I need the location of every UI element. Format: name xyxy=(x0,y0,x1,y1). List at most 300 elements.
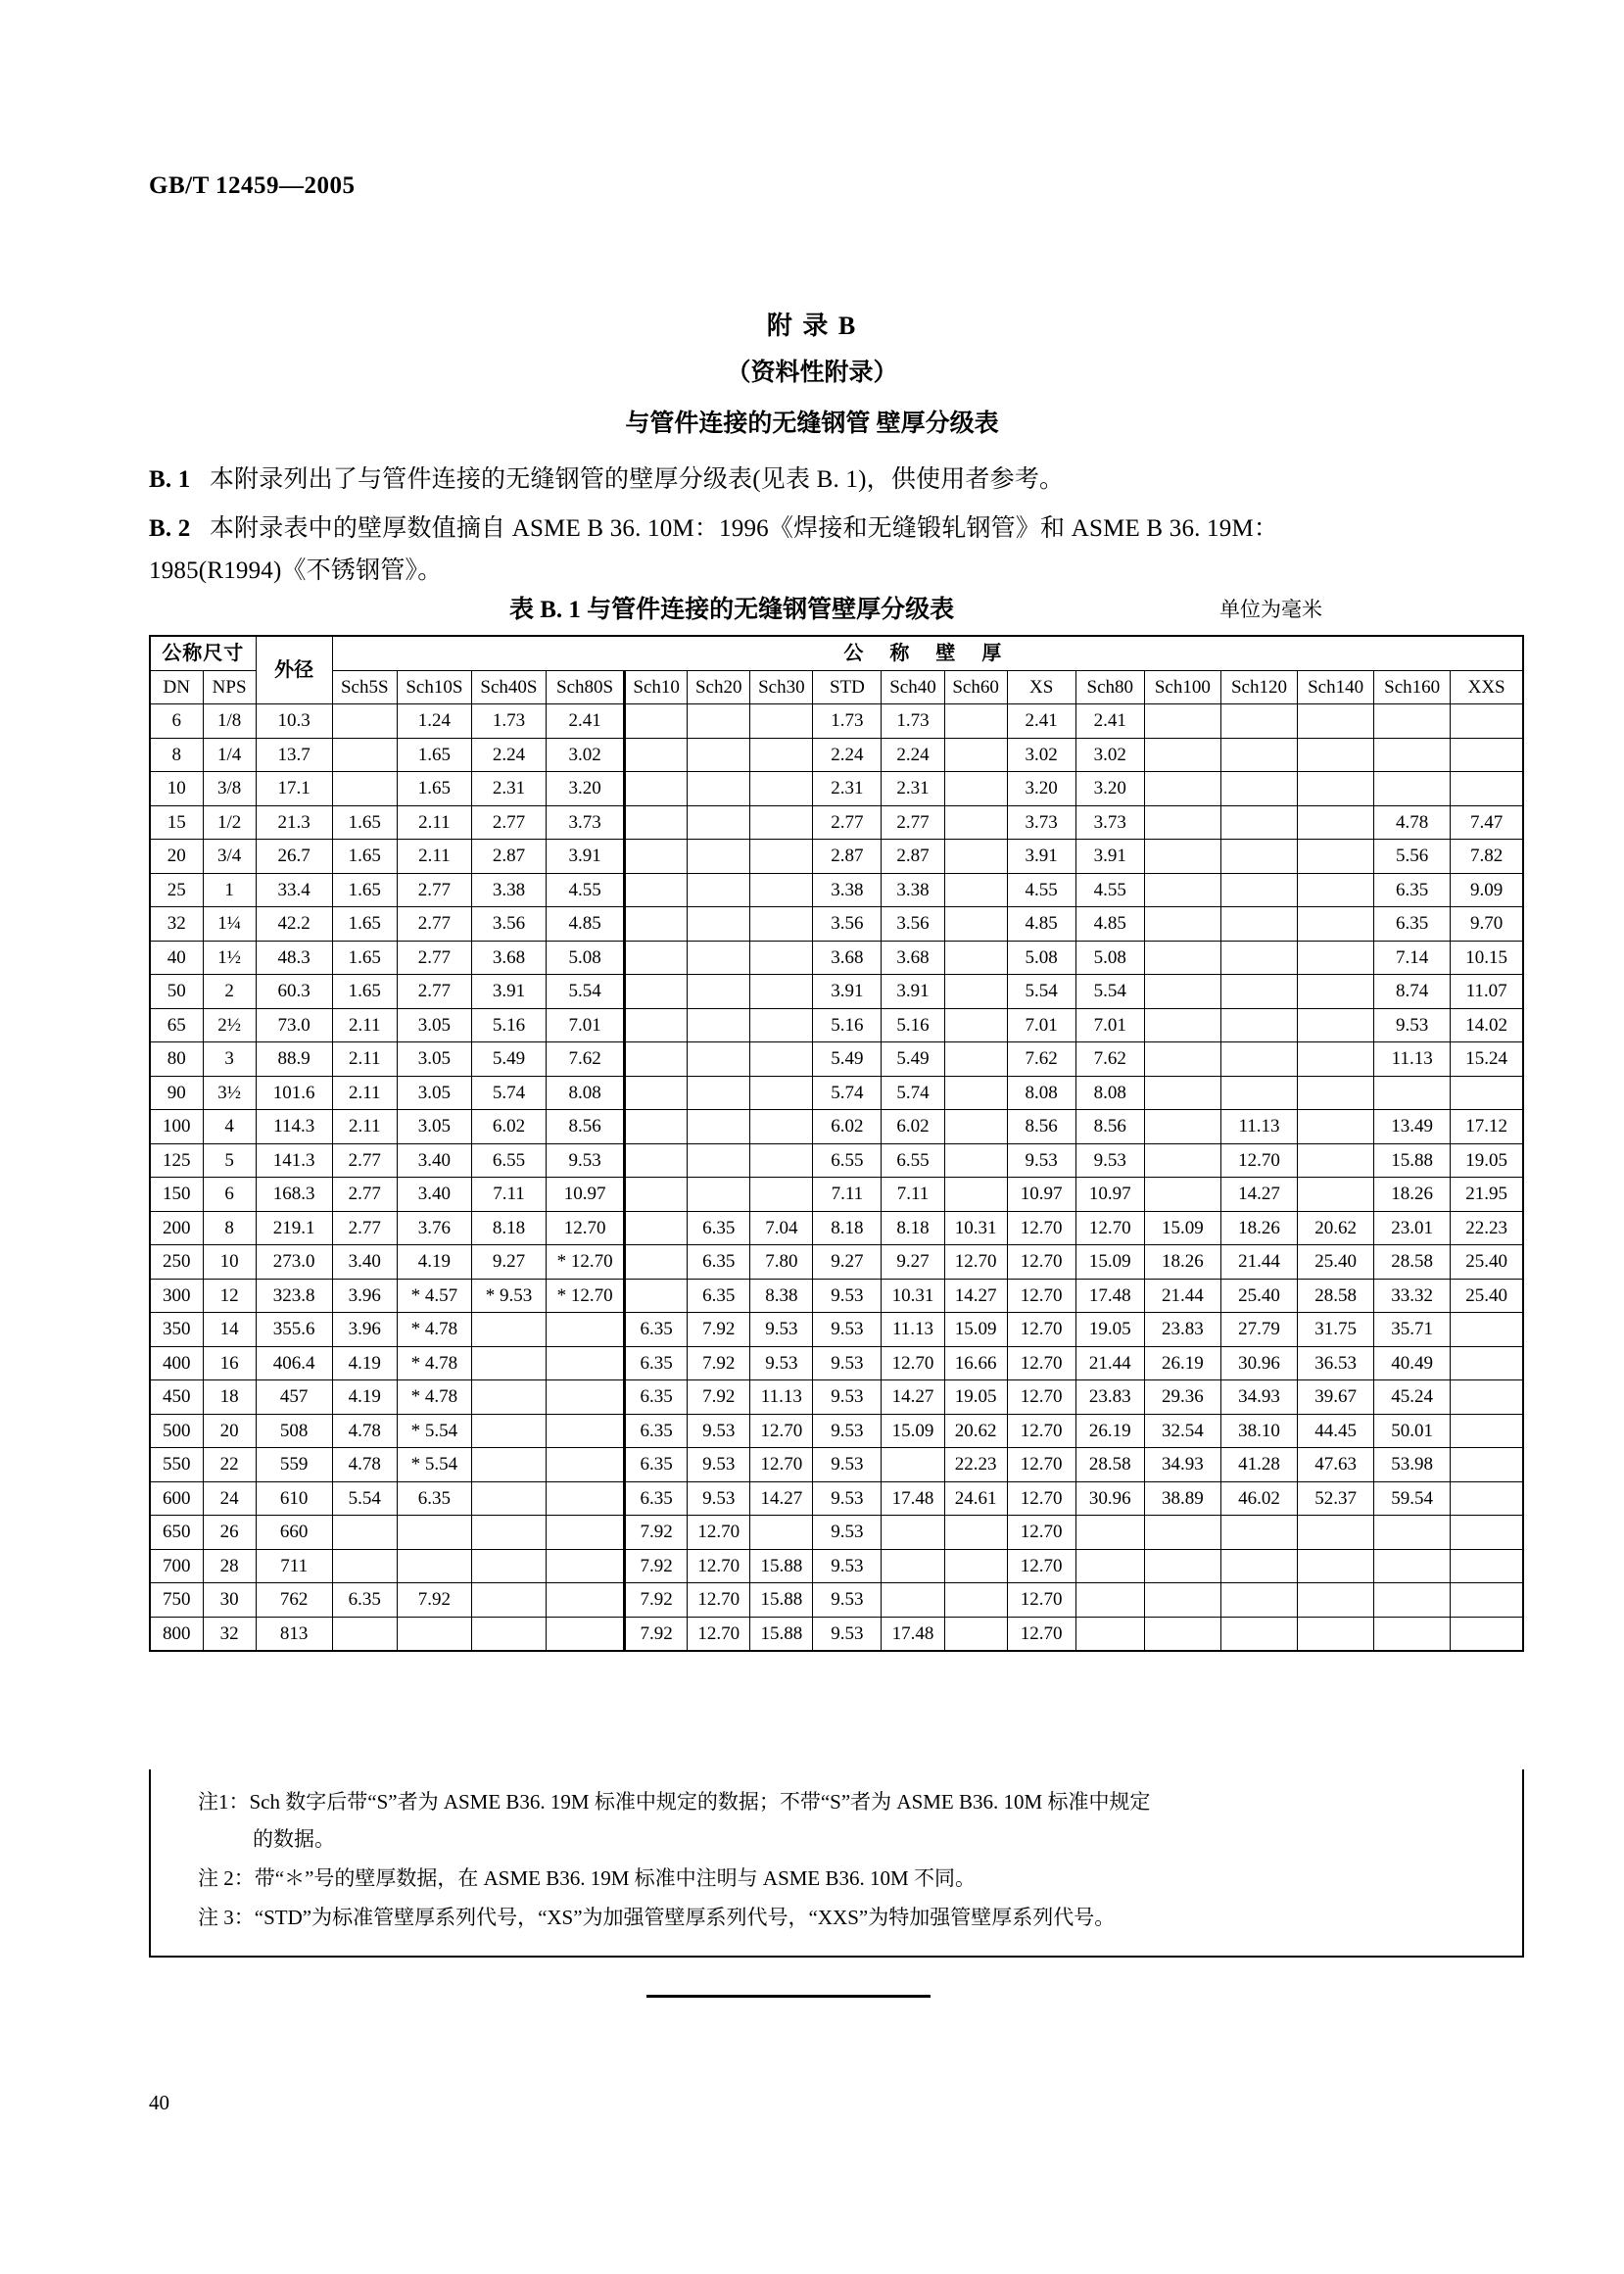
cell-sch40s xyxy=(471,1549,546,1583)
cell-sch140: 25.40 xyxy=(1298,1245,1374,1280)
table-row xyxy=(150,1110,1523,1144)
table-header xyxy=(150,636,1523,704)
table-row xyxy=(150,704,1523,739)
cell-sch20 xyxy=(688,1008,750,1042)
cell-sch20: 12.70 xyxy=(688,1617,750,1651)
cell-sch20: 12.70 xyxy=(688,1549,750,1583)
cell-dn: 100 xyxy=(150,1110,203,1144)
cell-sch40s: 5.16 xyxy=(471,1008,546,1042)
cell-sch30: 12.70 xyxy=(750,1414,813,1448)
cell-sch60: 22.23 xyxy=(944,1448,1007,1482)
cell-od: 813 xyxy=(256,1617,332,1651)
cell-od: 660 xyxy=(256,1516,332,1550)
cell-sch40 xyxy=(882,1549,944,1583)
cell-sch140 xyxy=(1298,1143,1374,1178)
table-note-label: 注1： xyxy=(198,1790,250,1814)
cell-nps: 3/4 xyxy=(203,840,256,874)
cell-sch30 xyxy=(750,1042,813,1077)
table-row xyxy=(150,840,1523,874)
table-note-text: Sch 数字后带“S”者为 ASME B36. 19M 标准中规定的数据；不带“S”者为 ASME B36. 10M 标准中规定 xyxy=(249,1790,1151,1814)
cell-sch30 xyxy=(750,840,813,874)
cell-dn: 450 xyxy=(150,1380,203,1415)
cell-sch100 xyxy=(1144,1617,1220,1651)
cell-sch140: 47.63 xyxy=(1298,1448,1374,1482)
cell-std: 9.53 xyxy=(813,1346,882,1380)
cell-sch40: 5.16 xyxy=(882,1008,944,1042)
cell-sch160: 45.24 xyxy=(1374,1380,1451,1415)
cell-sch10s: 3.40 xyxy=(397,1178,471,1212)
cell-sch80s: * 12.70 xyxy=(547,1279,625,1313)
cell-xs: 7.01 xyxy=(1007,1008,1075,1042)
cell-sch5s: 1.65 xyxy=(332,907,397,942)
cell-sch40: 5.74 xyxy=(882,1076,944,1110)
cell-std: 8.18 xyxy=(813,1211,882,1245)
cell-sch40s: 2.24 xyxy=(471,738,546,772)
cell-sch5s xyxy=(332,738,397,772)
cell-sch10 xyxy=(625,1008,688,1042)
cell-sch60: 16.66 xyxy=(944,1346,1007,1380)
annex-subtitle: （资料性附录） xyxy=(726,360,898,386)
cell-sch160: 13.49 xyxy=(1374,1110,1451,1144)
cell-sch20 xyxy=(688,840,750,874)
table-note xyxy=(198,1860,1495,1897)
cell-sch10s: * 4.78 xyxy=(397,1346,471,1380)
cell-nps: 12 xyxy=(203,1279,256,1313)
cell-nps: 30 xyxy=(203,1583,256,1618)
table-notes xyxy=(149,1769,1524,1958)
cell-xxs: 14.02 xyxy=(1451,1008,1523,1042)
cell-sch40s: 2.87 xyxy=(471,840,546,874)
cell-sch40 xyxy=(882,1516,944,1550)
cell-xs: 12.70 xyxy=(1007,1313,1075,1347)
cell-std: 1.73 xyxy=(813,704,882,739)
cell-std: 5.74 xyxy=(813,1076,882,1110)
cell-sch80s xyxy=(547,1549,625,1583)
cell-sch160: 23.01 xyxy=(1374,1211,1451,1245)
page-number: 40 xyxy=(149,2091,169,2114)
cell-sch80: 3.91 xyxy=(1075,840,1144,874)
cell-sch160: 6.35 xyxy=(1374,873,1451,907)
spec-table-wrapper xyxy=(149,635,1524,1652)
cell-sch140: 28.58 xyxy=(1298,1279,1374,1313)
cell-sch20: 9.53 xyxy=(688,1481,750,1516)
cell-od: 60.3 xyxy=(256,975,332,1009)
cell-sch40: 2.24 xyxy=(882,738,944,772)
cell-xxs xyxy=(1451,1549,1523,1583)
cell-sch40: 6.02 xyxy=(882,1110,944,1144)
cell-nps: 3 xyxy=(203,1042,256,1077)
cell-sch30 xyxy=(750,805,813,840)
cell-sch10s: 3.05 xyxy=(397,1076,471,1110)
cell-od: 168.3 xyxy=(256,1178,332,1212)
header-col-sch60: Sch60 xyxy=(944,670,1007,704)
cell-xs: 3.02 xyxy=(1007,738,1075,772)
cell-sch120 xyxy=(1220,1549,1297,1583)
cell-sch40: 14.27 xyxy=(882,1380,944,1415)
cell-std: 9.53 xyxy=(813,1414,882,1448)
cell-sch100 xyxy=(1144,1042,1220,1077)
cell-sch20 xyxy=(688,941,750,975)
table-row xyxy=(150,1549,1523,1583)
table-note-label: 注 3： xyxy=(198,1906,255,1929)
cell-od: 711 xyxy=(256,1549,332,1583)
cell-sch10: 7.92 xyxy=(625,1549,688,1583)
cell-sch100: 21.44 xyxy=(1144,1279,1220,1313)
cell-sch100 xyxy=(1144,840,1220,874)
table-row xyxy=(150,873,1523,907)
cell-sch10s: 7.92 xyxy=(397,1583,471,1618)
cell-sch5s: 1.65 xyxy=(332,975,397,1009)
cell-sch100: 18.26 xyxy=(1144,1245,1220,1280)
cell-sch30 xyxy=(750,738,813,772)
cell-sch100 xyxy=(1144,805,1220,840)
cell-sch100 xyxy=(1144,1549,1220,1583)
paragraph-b2-number: B. 2 xyxy=(149,515,191,542)
cell-sch60 xyxy=(944,1549,1007,1583)
cell-sch140: 44.45 xyxy=(1298,1414,1374,1448)
cell-sch20: 7.92 xyxy=(688,1380,750,1415)
cell-sch10s: 3.05 xyxy=(397,1110,471,1144)
cell-sch140 xyxy=(1298,1042,1374,1077)
cell-sch120 xyxy=(1220,1617,1297,1651)
cell-xxs xyxy=(1451,1380,1523,1415)
cell-sch80: 2.41 xyxy=(1075,704,1144,739)
cell-sch10s: 3.76 xyxy=(397,1211,471,1245)
cell-xs: 12.70 xyxy=(1007,1516,1075,1550)
cell-xs: 2.41 xyxy=(1007,704,1075,739)
cell-od: 273.0 xyxy=(256,1245,332,1280)
cell-sch80: 12.70 xyxy=(1075,1211,1144,1245)
header-col-xs: XS xyxy=(1007,670,1075,704)
cell-sch60 xyxy=(944,1042,1007,1077)
cell-sch40: 17.48 xyxy=(882,1481,944,1516)
cell-sch160: 53.98 xyxy=(1374,1448,1451,1482)
cell-sch160: 50.01 xyxy=(1374,1414,1451,1448)
cell-sch30 xyxy=(750,1516,813,1550)
cell-sch120: 41.28 xyxy=(1220,1448,1297,1482)
cell-sch60 xyxy=(944,1008,1007,1042)
cell-sch10 xyxy=(625,840,688,874)
cell-std: 2.31 xyxy=(813,772,882,806)
cell-nps: 2 xyxy=(203,975,256,1009)
cell-sch10: 6.35 xyxy=(625,1313,688,1347)
cell-sch80s: 3.02 xyxy=(547,738,625,772)
table-row xyxy=(150,1346,1523,1380)
cell-sch10s xyxy=(397,1516,471,1550)
cell-sch30: 9.53 xyxy=(750,1346,813,1380)
cell-xs: 12.70 xyxy=(1007,1380,1075,1415)
cell-od: 457 xyxy=(256,1380,332,1415)
cell-dn: 90 xyxy=(150,1076,203,1110)
cell-sch40: 2.31 xyxy=(882,772,944,806)
table-row xyxy=(150,772,1523,806)
cell-sch80: 3.20 xyxy=(1075,772,1144,806)
cell-sch160: 28.58 xyxy=(1374,1245,1451,1280)
cell-dn: 200 xyxy=(150,1211,203,1245)
cell-sch80s: 9.53 xyxy=(547,1143,625,1178)
table-row xyxy=(150,975,1523,1009)
cell-sch140: 52.37 xyxy=(1298,1481,1374,1516)
cell-sch5s: 6.35 xyxy=(332,1583,397,1618)
cell-sch10s: 3.40 xyxy=(397,1143,471,1178)
cell-nps: 26 xyxy=(203,1516,256,1550)
cell-sch30: 15.88 xyxy=(750,1549,813,1583)
cell-sch30: 7.80 xyxy=(750,1245,813,1280)
cell-sch120 xyxy=(1220,738,1297,772)
cell-sch60 xyxy=(944,840,1007,874)
cell-xxs: 11.07 xyxy=(1451,975,1523,1009)
cell-sch30 xyxy=(750,704,813,739)
cell-sch80s xyxy=(547,1516,625,1550)
cell-sch60 xyxy=(944,1583,1007,1618)
cell-sch140: 36.53 xyxy=(1298,1346,1374,1380)
cell-xxs: 19.05 xyxy=(1451,1143,1523,1178)
cell-sch10 xyxy=(625,1110,688,1144)
cell-nps: 1¼ xyxy=(203,907,256,942)
cell-sch120: 21.44 xyxy=(1220,1245,1297,1280)
cell-od: 13.7 xyxy=(256,738,332,772)
cell-sch5s: 1.65 xyxy=(332,941,397,975)
cell-sch80: 30.96 xyxy=(1075,1481,1144,1516)
cell-sch10s: 1.24 xyxy=(397,704,471,739)
cell-xxs: 21.95 xyxy=(1451,1178,1523,1212)
cell-sch100 xyxy=(1144,1178,1220,1212)
cell-sch40s xyxy=(471,1481,546,1516)
cell-std: 9.53 xyxy=(813,1448,882,1482)
cell-xxs: 10.15 xyxy=(1451,941,1523,975)
cell-nps: 20 xyxy=(203,1414,256,1448)
cell-sch30: 12.70 xyxy=(750,1448,813,1482)
cell-sch40s: 3.38 xyxy=(471,873,546,907)
table-note xyxy=(198,1899,1495,1936)
cell-sch20: 9.53 xyxy=(688,1448,750,1482)
cell-sch140 xyxy=(1298,772,1374,806)
cell-std: 6.02 xyxy=(813,1110,882,1144)
cell-sch140 xyxy=(1298,1110,1374,1144)
cell-sch60 xyxy=(944,738,1007,772)
cell-std: 9.53 xyxy=(813,1279,882,1313)
cell-sch80: 5.54 xyxy=(1075,975,1144,1009)
cell-sch10s: 4.19 xyxy=(397,1245,471,1280)
cell-sch40: 15.09 xyxy=(882,1414,944,1448)
cell-sch140 xyxy=(1298,1008,1374,1042)
cell-sch5s: 3.40 xyxy=(332,1245,397,1280)
cell-xs: 12.70 xyxy=(1007,1481,1075,1516)
cell-sch10 xyxy=(625,1178,688,1212)
table-row xyxy=(150,1143,1523,1178)
cell-dn: 50 xyxy=(150,975,203,1009)
cell-sch160: 8.74 xyxy=(1374,975,1451,1009)
cell-sch60 xyxy=(944,1516,1007,1550)
cell-std: 9.53 xyxy=(813,1549,882,1583)
cell-xxs: 25.40 xyxy=(1451,1245,1523,1280)
cell-sch60: 24.61 xyxy=(944,1481,1007,1516)
cell-sch10s: 6.35 xyxy=(397,1481,471,1516)
cell-sch80 xyxy=(1075,1583,1144,1618)
cell-sch80: 4.85 xyxy=(1075,907,1144,942)
table-row xyxy=(150,1448,1523,1482)
cell-sch160: 5.56 xyxy=(1374,840,1451,874)
cell-sch100 xyxy=(1144,873,1220,907)
table-note-text: 带“＊”号的壁厚数据，在 ASME B36. 19M 标准中注明与 ASME B36. 10M 不同。 xyxy=(254,1866,976,1890)
table-units-note: 单位为毫米 xyxy=(1219,598,1322,621)
cell-xs: 4.85 xyxy=(1007,907,1075,942)
cell-sch40: 6.55 xyxy=(882,1143,944,1178)
cell-sch80: 3.73 xyxy=(1075,805,1144,840)
cell-sch60: 15.09 xyxy=(944,1313,1007,1347)
cell-std: 7.11 xyxy=(813,1178,882,1212)
cell-sch80s: 3.20 xyxy=(547,772,625,806)
cell-sch80: 10.97 xyxy=(1075,1178,1144,1212)
cell-sch80: 3.02 xyxy=(1075,738,1144,772)
table-row xyxy=(150,805,1523,840)
cell-sch20 xyxy=(688,1143,750,1178)
cell-sch100: 23.83 xyxy=(1144,1313,1220,1347)
header-col-sch20: Sch20 xyxy=(688,670,750,704)
cell-sch20 xyxy=(688,1042,750,1077)
cell-std: 9.27 xyxy=(813,1245,882,1280)
cell-sch100: 15.09 xyxy=(1144,1211,1220,1245)
cell-dn: 550 xyxy=(150,1448,203,1482)
cell-sch80s: 12.70 xyxy=(547,1211,625,1245)
cell-sch120 xyxy=(1220,941,1297,975)
cell-xxs xyxy=(1451,1583,1523,1618)
cell-sch20 xyxy=(688,805,750,840)
cell-dn: 400 xyxy=(150,1346,203,1380)
cell-sch160 xyxy=(1374,704,1451,739)
cell-sch10: 7.92 xyxy=(625,1516,688,1550)
cell-std: 9.53 xyxy=(813,1481,882,1516)
cell-xs: 3.73 xyxy=(1007,805,1075,840)
cell-std: 3.56 xyxy=(813,907,882,942)
paragraph-b2-text: 本附录表中的壁厚数值摘自 ASME B 36. 10M：1996《焊接和无缝锻轧钢管》和 ASME B 36. 19M： xyxy=(209,515,1279,542)
cell-sch60: 20.62 xyxy=(944,1414,1007,1448)
cell-nps: 3½ xyxy=(203,1076,256,1110)
cell-dn: 150 xyxy=(150,1178,203,1212)
cell-sch40s: 1.73 xyxy=(471,704,546,739)
cell-sch80s: 4.85 xyxy=(547,907,625,942)
cell-xs: 5.54 xyxy=(1007,975,1075,1009)
cell-sch80: 15.09 xyxy=(1075,1245,1144,1280)
cell-sch120: 30.96 xyxy=(1220,1346,1297,1380)
cell-sch160: 15.88 xyxy=(1374,1143,1451,1178)
cell-sch30 xyxy=(750,1008,813,1042)
cell-xs: 12.70 xyxy=(1007,1279,1075,1313)
cell-sch40: 2.87 xyxy=(882,840,944,874)
cell-sch100 xyxy=(1144,738,1220,772)
cell-sch30: 8.38 xyxy=(750,1279,813,1313)
cell-sch160 xyxy=(1374,738,1451,772)
cell-sch140 xyxy=(1298,704,1374,739)
table-row xyxy=(150,1414,1523,1448)
cell-sch10: 6.35 xyxy=(625,1380,688,1415)
cell-sch160 xyxy=(1374,1549,1451,1583)
cell-sch80s xyxy=(547,1313,625,1347)
cell-sch10s: 2.77 xyxy=(397,975,471,1009)
cell-nps: 28 xyxy=(203,1549,256,1583)
cell-dn: 650 xyxy=(150,1516,203,1550)
cell-sch160 xyxy=(1374,1617,1451,1651)
cell-sch80: 19.05 xyxy=(1075,1313,1144,1347)
cell-sch80: 23.83 xyxy=(1075,1380,1144,1415)
cell-sch80: 5.08 xyxy=(1075,941,1144,975)
cell-sch80: 26.19 xyxy=(1075,1414,1144,1448)
cell-xxs xyxy=(1451,1481,1523,1516)
table-note-text-continued: 的数据。 xyxy=(253,1827,335,1851)
cell-sch10s: 2.77 xyxy=(397,873,471,907)
cell-sch10s: * 4.57 xyxy=(397,1279,471,1313)
cell-sch30 xyxy=(750,1178,813,1212)
cell-sch40s xyxy=(471,1380,546,1415)
cell-sch30 xyxy=(750,1076,813,1110)
cell-sch20: 7.92 xyxy=(688,1313,750,1347)
cell-sch40: 17.48 xyxy=(882,1617,944,1651)
cell-xs: 12.70 xyxy=(1007,1245,1075,1280)
cell-sch60: 12.70 xyxy=(944,1245,1007,1280)
cell-std: 3.38 xyxy=(813,873,882,907)
cell-sch5s xyxy=(332,1549,397,1583)
cell-od: 26.7 xyxy=(256,840,332,874)
header-col-sch80s: Sch80S xyxy=(547,670,625,704)
table-header-column-row xyxy=(150,670,1523,704)
cell-sch5s: 4.19 xyxy=(332,1380,397,1415)
cell-sch60: 10.31 xyxy=(944,1211,1007,1245)
cell-sch10 xyxy=(625,873,688,907)
cell-sch40s xyxy=(471,1448,546,1482)
cell-sch120: 18.26 xyxy=(1220,1211,1297,1245)
cell-sch40s: 7.11 xyxy=(471,1178,546,1212)
cell-sch40s: 6.55 xyxy=(471,1143,546,1178)
cell-xs: 12.70 xyxy=(1007,1414,1075,1448)
header-nominal-wall-thickness: 公 称 壁 厚 xyxy=(332,636,1523,670)
cell-sch140 xyxy=(1298,873,1374,907)
cell-sch20 xyxy=(688,738,750,772)
cell-sch40: 5.49 xyxy=(882,1042,944,1077)
header-col-sch40: Sch40 xyxy=(882,670,944,704)
cell-sch80: 7.01 xyxy=(1075,1008,1144,1042)
cell-xxs xyxy=(1451,1346,1523,1380)
cell-od: 141.3 xyxy=(256,1143,332,1178)
cell-sch5s xyxy=(332,772,397,806)
cell-sch10s: * 5.54 xyxy=(397,1414,471,1448)
cell-sch40s xyxy=(471,1617,546,1651)
document-standard-code: GB/T 12459—2005 xyxy=(149,172,356,199)
cell-sch100 xyxy=(1144,772,1220,806)
cell-xxs: 22.23 xyxy=(1451,1211,1523,1245)
cell-dn: 6 xyxy=(150,704,203,739)
cell-dn: 300 xyxy=(150,1279,203,1313)
table-row xyxy=(150,1516,1523,1550)
cell-sch60 xyxy=(944,873,1007,907)
header-col-sch30: Sch30 xyxy=(750,670,813,704)
cell-sch10 xyxy=(625,1279,688,1313)
cell-xxs: 17.12 xyxy=(1451,1110,1523,1144)
cell-sch140 xyxy=(1298,1549,1374,1583)
cell-sch40s: 3.68 xyxy=(471,941,546,975)
cell-sch120 xyxy=(1220,704,1297,739)
cell-sch20 xyxy=(688,873,750,907)
header-col-sch10: Sch10 xyxy=(625,670,688,704)
cell-sch40: 3.91 xyxy=(882,975,944,1009)
cell-sch5s: 2.77 xyxy=(332,1143,397,1178)
cell-sch10 xyxy=(625,941,688,975)
table-row xyxy=(150,907,1523,942)
cell-od: 559 xyxy=(256,1448,332,1482)
cell-dn: 32 xyxy=(150,907,203,942)
cell-sch120: 12.70 xyxy=(1220,1143,1297,1178)
cell-xxs xyxy=(1451,1414,1523,1448)
cell-sch80: 8.08 xyxy=(1075,1076,1144,1110)
